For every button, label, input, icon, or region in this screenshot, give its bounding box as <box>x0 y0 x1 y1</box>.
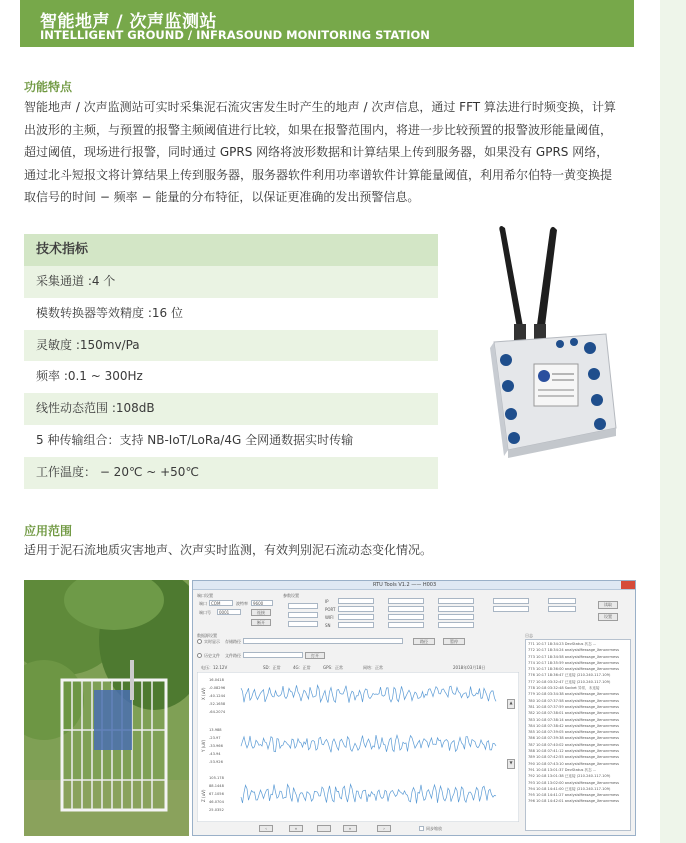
history-label: 历史文件 <box>204 653 220 658</box>
save-path-input[interactable] <box>243 638 403 644</box>
window-title: RTU Tools V1.2 —— H003 <box>373 582 437 588</box>
log-list[interactable] <box>525 639 631 831</box>
data-group-label: 数据源设置 <box>197 633 217 638</box>
log-entry: 789 10:18 07:42:55 analysisMessage_Xenonrmess <box>528 755 620 760</box>
net-status: 网络：正常 <box>363 665 383 670</box>
log-entry: 795 10:18 14:41:27 analysisMessage_Xenonrmess <box>528 793 620 798</box>
sd-status: SD：正常 <box>263 665 281 670</box>
log-entry: 776 10:17 18:36:47 已连接 (210.240.117.109) <box>528 673 611 678</box>
prev-page-button[interactable]: « <box>289 825 303 832</box>
page-edge-strip <box>660 0 686 843</box>
y-tick-label: -40.1244 <box>209 694 226 698</box>
features-line: 超过阈值，现场进行报警，同时通过 GPRS 网络将波形数据和计算结果上传到服务器，如果没有 GPRS 网络， <box>24 145 609 159</box>
setting-select-5[interactable] <box>438 598 474 604</box>
log-entry: 779 10:18 03:34:38 analysisMessage_Xenonrmess <box>528 692 620 697</box>
save-label: 存储路径 <box>225 639 241 644</box>
log-entry: 791 10:18 13:01:37 DevStatus 状态 ... <box>528 767 597 772</box>
spec-row: 频率 :0.1 ~ 300Hz <box>24 361 438 393</box>
spec-row: 采集通道 :4 个 <box>24 266 438 298</box>
scroll-up-button[interactable]: ▲ <box>507 699 515 709</box>
sn-input[interactable] <box>338 622 374 628</box>
realtime-label: 实时显示 <box>204 639 220 644</box>
log-entry: 792 10:18 13:01:38 已连接 (210.240.117.109) <box>528 774 611 779</box>
application-text: 适用于泥石流地质灾害地声、次声实时监测，有效判别泥石流动态变化情况。 <box>24 543 433 557</box>
y-tick-label: -23.97 <box>209 736 221 740</box>
spec-row: 工作温度： − 20℃ ~ +50℃ <box>24 457 438 489</box>
field-station-photo <box>24 580 189 836</box>
log-entry: 781 10:18 07:37:59 analysisMessage_Xenonrmess <box>528 704 620 709</box>
log-entry: 793 10:18 13:02:00 analysisMessage_Xenonrmess <box>528 780 620 785</box>
log-entry: 772 10:17 18:34:24 analysisMessage_Xenonrmess <box>528 648 620 653</box>
set-button[interactable]: 设置 <box>598 613 618 621</box>
log-title: 日志 <box>525 633 533 638</box>
y-tick-label: 16.0418 <box>209 678 224 682</box>
first-page-button[interactable]: ‹ <box>259 825 273 832</box>
log-entry: 775 10:17 18:36:00 analysisMessage_Xenonrmess <box>528 667 620 672</box>
y-tick-label: 25.0352 <box>209 808 224 812</box>
history-radio[interactable] <box>197 653 202 658</box>
log-entry: 771 10:17 18:34:23 DevStatus 状态 ... <box>528 642 597 646</box>
addr-input[interactable] <box>217 609 241 615</box>
y-tick-label: -64.2074 <box>209 710 226 714</box>
disconnect-button[interactable]: 断开 <box>251 619 271 626</box>
features-paragraph <box>24 96 642 209</box>
setting-select-3[interactable] <box>388 614 424 620</box>
features-line: 智能地声 / 次声监测站可实时采集泥石流灾害发生时产生的地声 / 次声信息，通过 FFT 算法进行时频变换，计算 <box>24 100 616 114</box>
param-input-1[interactable] <box>288 603 318 609</box>
features-heading: 功能特点 <box>24 80 73 94</box>
params-label: 参数设置 <box>283 593 299 598</box>
spec-table <box>24 234 438 489</box>
addr-label: 端口号 <box>199 610 211 615</box>
y-tick-label: -53.926 <box>209 760 223 764</box>
connect-button[interactable]: 连接 <box>251 609 271 616</box>
features-line: 取信号的时间 − 频率 − 能量的分布特征，以保证更准确的发出预警信息。 <box>24 190 420 204</box>
title-cn: 智能地声 / 次声监测站 <box>40 12 218 32</box>
log-entry: 783 10:18 07:38:14 analysisMessage_Xenonrmess <box>528 717 620 722</box>
setting-select-9[interactable] <box>493 598 529 604</box>
y-tick-label: -52.1658 <box>209 702 226 706</box>
read-button[interactable]: 读取 <box>598 601 618 609</box>
port-group-label: 端口设置 <box>197 593 213 598</box>
file-label: 文件路径 <box>225 653 241 658</box>
log-entry: 785 10:18 07:39:05 analysisMessage_Xenonrmess <box>528 730 620 735</box>
last-page-button[interactable]: › <box>377 825 391 832</box>
spec-row: 模数转换器等效精度 :16 位 <box>24 298 438 330</box>
page-header <box>20 0 634 47</box>
axis-label-y: Y (uV) <box>201 739 206 752</box>
addr-value: 0001 <box>219 610 230 615</box>
4g-status: 4G：正常 <box>293 665 311 670</box>
window-close-icon[interactable] <box>621 581 635 589</box>
port-input[interactable] <box>338 606 374 612</box>
spec-row: 线性动态范围 :108dB <box>24 393 438 425</box>
setting-select-12[interactable] <box>548 606 576 612</box>
title-en: INTELLIGENT GROUND / INFRASOUND MONITORING STATION <box>40 28 430 42</box>
log-entry: 777 10:18 03:32:47 已连接 (210.240.117.109) <box>528 679 611 684</box>
sync-label: 同步缩放 <box>426 826 442 831</box>
application-heading: 应用范围 <box>24 524 73 538</box>
log-entry: 794 10:18 14:41:00 已连接 (210.240.117.109) <box>528 786 611 791</box>
pause-button[interactable]: 暂停 <box>443 638 465 645</box>
features-line: 通过北斗短报文将计算结果上传到服务器，服务器软件利用功率谱软件计算能量阈值，利用希尔伯特一黄变换提 <box>24 167 613 182</box>
y-tick-label: -33.966 <box>209 744 223 748</box>
log-entry: 773 10:17 18:34:58 analysisMessage_Xenonrmess <box>528 654 620 659</box>
port-label: 端口 <box>199 601 207 606</box>
y-tick-label: 67.1056 <box>209 792 224 796</box>
device-photo <box>478 224 628 484</box>
port2-label: PORT <box>325 607 336 612</box>
log-entry: 786 10:18 07:39:38 analysisMessage_Xenonrmess <box>528 736 620 741</box>
ip-input[interactable] <box>338 598 374 604</box>
next-page-button[interactable]: » <box>343 825 357 832</box>
monitoring-device-illustration <box>478 224 628 484</box>
zoom-button[interactable] <box>317 825 331 832</box>
setting-select-6[interactable] <box>438 606 474 612</box>
y-tick-label: 105.178 <box>209 776 224 780</box>
spec-row: 灵敏度 :150mv/Pa <box>24 330 438 362</box>
param-input-3[interactable] <box>288 621 318 627</box>
gps-status: GPS：正常 <box>323 665 344 670</box>
features-line: 出波形的主频，与预置的报警主频阈值进行比较，如果在报警范围内，将进一步比较预置的报警波形能量阈值， <box>24 122 613 137</box>
browse-button[interactable]: 路径 <box>413 638 435 645</box>
y-tick-label: 13.988 <box>209 728 222 732</box>
port-select[interactable] <box>209 600 233 606</box>
log-entry: 774 10:17 18:35:59 analysisMessage_Xenonrmess <box>528 660 620 665</box>
y-tick-label: -0.08296 <box>209 686 226 690</box>
wifi-input[interactable] <box>338 614 374 620</box>
axis-label-x: X (uV) <box>201 687 206 700</box>
y-tick-label: 46.0704 <box>209 800 224 804</box>
y-tick-label: -43.94 <box>209 752 221 756</box>
software-window <box>192 580 636 836</box>
spec-row: 5 种传输组合：支持 NB-IoT/LoRa/4G 全网通数据实时传输 <box>24 425 438 457</box>
baud-value: 9600 <box>253 601 264 606</box>
setting-select-11[interactable] <box>548 598 576 604</box>
spec-heading: 技术指标 <box>24 234 438 266</box>
log-entry: 780 10:18 07:37:58 analysisMessage_Xenonrmess <box>528 698 620 703</box>
waveform-panel <box>197 672 519 822</box>
timestamp: 2018年03月18日 <box>453 665 486 670</box>
y-tick-label: 88.1448 <box>209 784 224 788</box>
baud-select[interactable] <box>251 600 273 606</box>
window-titlebar <box>193 581 635 590</box>
station-photo-illustration <box>24 580 189 836</box>
log-entry: 784 10:18 07:38:42 analysisMessage_Xenonrmess <box>528 723 620 728</box>
ip-label: IP <box>325 599 329 604</box>
wifi-label: WIFI <box>325 615 334 620</box>
log-entry: 778 10:18 03:32:48 Socket 异常，未连接 <box>528 686 600 691</box>
setting-select-10[interactable] <box>493 606 529 612</box>
port-value: COM <box>211 601 221 606</box>
baud-label: 波特率 <box>236 601 248 606</box>
scroll-down-button[interactable]: ▼ <box>507 759 515 769</box>
setting-select-1[interactable] <box>388 598 424 604</box>
sync-checkbox[interactable] <box>419 826 424 831</box>
log-entry: 788 10:18 07:41:12 analysisMessage_Xenonrmess <box>528 749 620 754</box>
param-input-2[interactable] <box>288 612 318 618</box>
log-entry: 796 10:18 14:42:01 analysisMessage_Xenonrmess <box>528 799 620 804</box>
setting-select-2[interactable] <box>388 606 424 612</box>
log-entry: 782 10:18 07:38:01 analysisMessage_Xenonrmess <box>528 711 620 716</box>
file-path-input[interactable] <box>243 652 303 658</box>
realtime-radio[interactable] <box>197 639 202 644</box>
log-entry: 790 10:18 07:43:10 analysisMessage_Xenonrmess <box>528 761 620 766</box>
voltage-status: 电压：12.12V <box>201 665 228 670</box>
log-entry: 787 10:18 07:40:02 analysisMessage_Xenonrmess <box>528 742 620 747</box>
setting-select-7[interactable] <box>438 614 474 620</box>
setting-select-8[interactable] <box>438 622 474 628</box>
axis-label-z: Z (uV) <box>201 789 206 802</box>
setting-select-4[interactable] <box>388 622 424 628</box>
sn-label: SN <box>325 623 331 628</box>
open-file-button[interactable]: 打开 <box>305 652 325 659</box>
